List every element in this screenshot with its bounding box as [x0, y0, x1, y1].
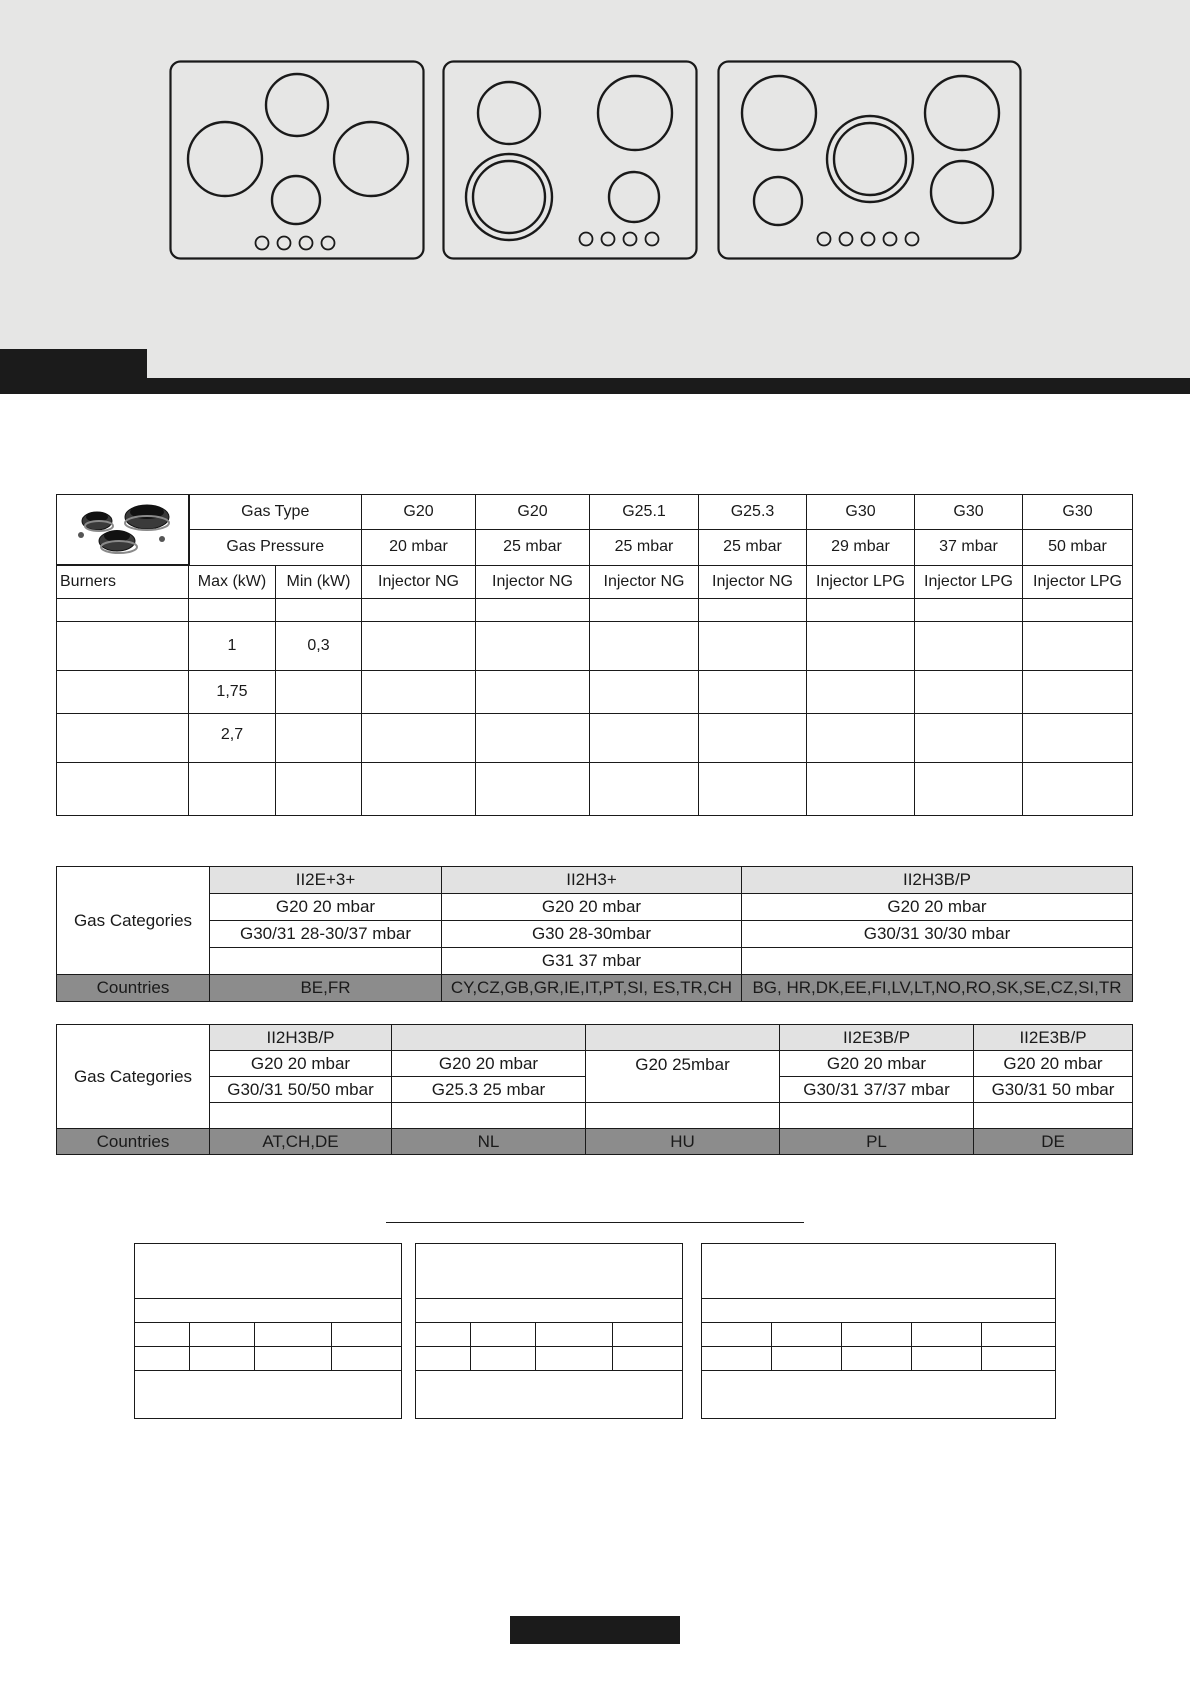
category-line: G30/31 50 mbar: [974, 1077, 1133, 1103]
category-name: II2H3+: [442, 867, 742, 894]
min-kw-value: [276, 598, 362, 621]
max-kw-value: 1: [189, 621, 276, 670]
injector-cell: Injector NG: [362, 565, 476, 598]
gas-type-cell: G25.3: [699, 495, 807, 530]
countries-cell: BG, HR,DK,EE,FI,LV,LT,NO,RO,SK,SE,CZ,SI,TR: [742, 975, 1133, 1002]
category-line: G20 20 mbar: [742, 894, 1133, 921]
countries-cell: AT,CH,DE: [210, 1129, 392, 1155]
burner-caps-image: [57, 495, 189, 566]
section-divider: [386, 1222, 804, 1223]
injector-cell: Injector LPG: [807, 565, 915, 598]
injector-cell: Injector LPG: [1023, 565, 1133, 598]
countries-cell: NL: [392, 1129, 586, 1155]
max-kw-label: Max (kW): [189, 565, 276, 598]
category-name: [586, 1025, 780, 1051]
countries-cell: BE,FR: [210, 975, 442, 1002]
category-line: G20 25mbar: [586, 1051, 780, 1103]
empty-box-2: [415, 1243, 683, 1419]
table-row: [57, 762, 1133, 815]
countries-cell: DE: [974, 1129, 1133, 1155]
table-row: [57, 598, 1133, 621]
gas-type-label: Gas Type: [189, 495, 362, 530]
injector-cell: Injector NG: [699, 565, 807, 598]
hob-diagram-4-burner-wok: [442, 60, 698, 260]
min-kw-value: [276, 713, 362, 762]
category-line: [780, 1103, 974, 1129]
category-line: [586, 1103, 780, 1129]
section-tab: [0, 349, 147, 379]
countries-label: Countries: [57, 1129, 210, 1155]
min-kw-label: Min (kW): [276, 565, 362, 598]
category-line: G30/31 50/50 mbar: [210, 1077, 392, 1103]
category-name: II2E3B/P: [974, 1025, 1133, 1051]
category-line: [392, 1103, 586, 1129]
injector-cell: Injector NG: [476, 565, 590, 598]
category-line: G20 20 mbar: [210, 894, 442, 921]
empty-box-1: [134, 1243, 402, 1419]
injector-cell: Injector LPG: [915, 565, 1023, 598]
hob-diagram-4-burner: [169, 60, 425, 260]
category-line: G25.3 25 mbar: [392, 1077, 586, 1103]
burner-caps-icon: [67, 495, 177, 559]
burner-spec-table: [56, 494, 1133, 816]
injector-cell: Injector NG: [590, 565, 699, 598]
category-line: G20 20 mbar: [392, 1051, 586, 1077]
gas-pressure-label: Gas Pressure: [189, 530, 362, 565]
category-line: G20 20 mbar: [974, 1051, 1133, 1077]
category-line: [210, 948, 442, 975]
gas-categories-table-1: [56, 866, 1133, 1002]
gas-pressure-cell: 20 mbar: [362, 530, 476, 565]
category-line: G20 20 mbar: [780, 1051, 974, 1077]
category-line: G30/31 30/30 mbar: [742, 921, 1133, 948]
table-row: [57, 621, 1133, 670]
category-line: G30 28-30mbar: [442, 921, 742, 948]
gas-pressure-cell: 50 mbar: [1023, 530, 1133, 565]
category-line: [742, 948, 1133, 975]
category-name: II2E3B/P: [780, 1025, 974, 1051]
gas-pressure-cell: 25 mbar: [476, 530, 590, 565]
burners-label: Burners: [57, 565, 189, 598]
gas-pressure-cell: 25 mbar: [590, 530, 699, 565]
category-name: [392, 1025, 586, 1051]
category-line: G20 20 mbar: [210, 1051, 392, 1077]
max-kw-value: [189, 598, 276, 621]
countries-label: Countries: [57, 975, 210, 1002]
gas-pressure-cell: 25 mbar: [699, 530, 807, 565]
category-line: G30/31 37/37 mbar: [780, 1077, 974, 1103]
gas-type-cell: G30: [1023, 495, 1133, 530]
gas-type-cell: G30: [807, 495, 915, 530]
gas-categories-label: Gas Categories: [57, 867, 210, 975]
gas-type-cell: G25.1: [590, 495, 699, 530]
min-kw-value: [276, 670, 362, 713]
category-name: II2E+3+: [210, 867, 442, 894]
category-line: [210, 1103, 392, 1129]
gas-pressure-cell: 37 mbar: [915, 530, 1023, 565]
min-kw-value: [276, 762, 362, 815]
countries-cell: HU: [586, 1129, 780, 1155]
gas-type-cell: G20: [476, 495, 590, 530]
gas-categories-table-2: [56, 1024, 1133, 1155]
table-row: [57, 670, 1133, 713]
category-line: G31 37 mbar: [442, 948, 742, 975]
max-kw-value: [189, 762, 276, 815]
max-kw-value: 2,7: [189, 713, 276, 762]
countries-cell: CY,CZ,GB,GR,IE,IT,PT,SI, ES,TR,CH: [442, 975, 742, 1002]
min-kw-value: 0,3: [276, 621, 362, 670]
category-line: [974, 1103, 1133, 1129]
table-row: [57, 713, 1133, 762]
category-line: G30/31 28-30/37 mbar: [210, 921, 442, 948]
page-footer-tab: [510, 1616, 680, 1644]
countries-cell: PL: [780, 1129, 974, 1155]
gas-type-cell: G20: [362, 495, 476, 530]
category-line: G20 20 mbar: [442, 894, 742, 921]
gas-categories-label: Gas Categories: [57, 1025, 210, 1129]
section-header-bar: [0, 378, 1190, 394]
gas-pressure-cell: 29 mbar: [807, 530, 915, 565]
gas-type-cell: G30: [915, 495, 1023, 530]
category-name: II2H3B/P: [742, 867, 1133, 894]
hob-diagram-5-burner: [717, 60, 1022, 260]
category-name: II2H3B/P: [210, 1025, 392, 1051]
empty-box-3: [701, 1243, 1056, 1419]
max-kw-value: 1,75: [189, 670, 276, 713]
